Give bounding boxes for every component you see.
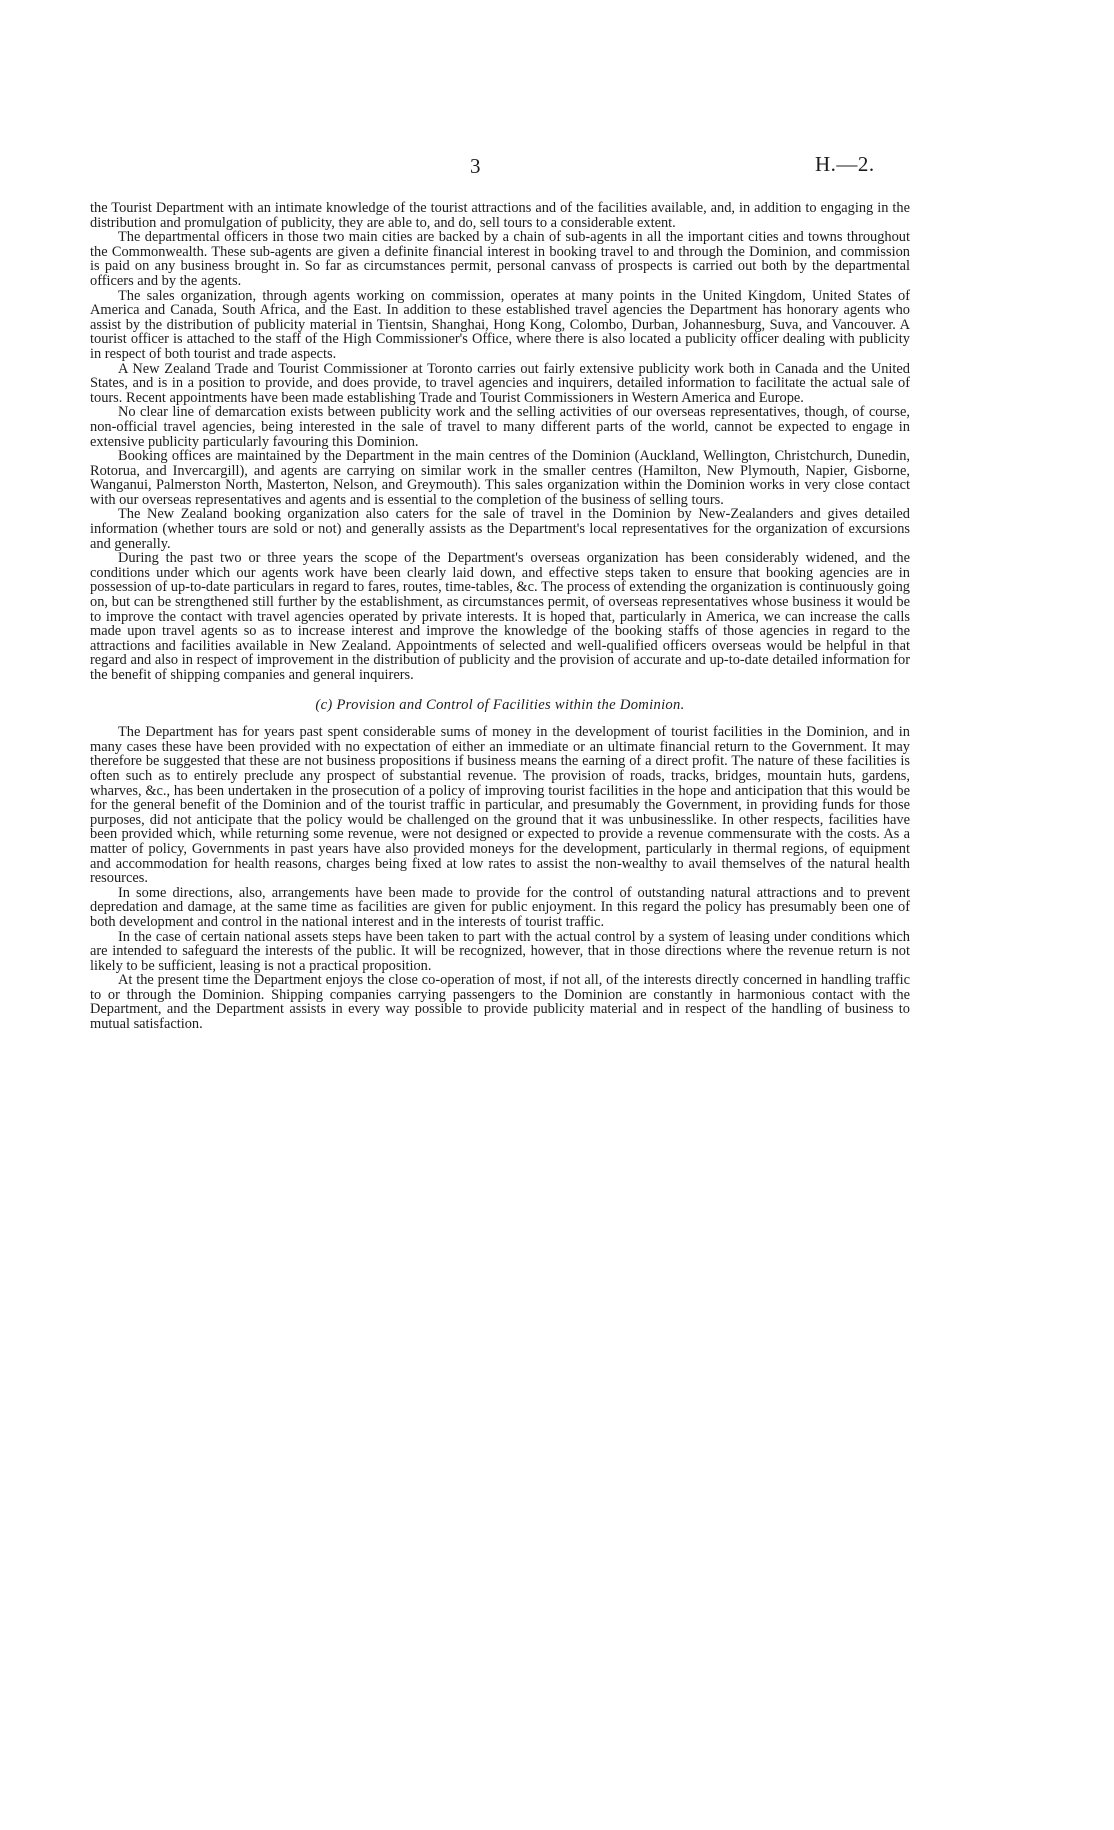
paragraph: The departmental officers in those two main cities are backed by a chain of sub-agents in all the important cities and towns throughout the Commonwealth. These sub-agents are given a definite financial interest in booking travel to and through the Dominion, and commission is paid on any business brought in. So far as circumstances permit, personal canvass of prospects is carried out both by the departmental officers and by the agents. — [90, 229, 910, 289]
paragraph: No clear line of demarcation exists between publicity work and the selling activities of our overseas representatives, though, of course, non-official travel agencies, being interested in the sale of travel to many different parts of the world, cannot be expected to engage in extensive publicity particularly favouring this Dominion. — [90, 404, 910, 450]
paragraph: In some directions, also, arrangements have been made to provide for the control of outstanding natural attractions and to prevent depredation and damage, at the same time as facilities are given for public enjoyment. In this regard the policy has presumably been one of both development and control in the national interest and in the interests of tourist traffic. — [90, 884, 910, 930]
paragraph: The Department has for years past spent considerable sums of money in the development of tourist facilities in the Dominion, and in many cases these have been provided with no expectation of either an immediate or an ultimate financial return to the Government. It may therefore be suggested that these are not business propositions if business means the earning of a direct profit. The nature of these facilities is often such as to entirely preclude any prospect of substantial revenue. The provision of roads, tracks, bridges, mountain huts, gardens, wharves, &c., has been undertaken in the prosecution of a policy of improving tourist facilities in the hope and anticipation that this would be for the general benefit of the Dominion and of the tourist traffic in particular, and presumably the Government, in providing funds for those purposes, did not anticipate that the policy would be challenged on the ground that it was unbusinesslike. In other respects, facilities have been provided which, while returning some revenue, were not designed or expected to provide a revenue commensurate with the costs. As a matter of policy, Governments in past years have also provided moneys for the development, particularly in thermal regions, of equipment and accommodation for health reasons, charges being fixed at low rates to assist the non-wealthy to avail themselves of the natural health resources. — [90, 724, 910, 887]
paragraph: During the past two or three years the scope of the Department's overseas organization has been considerably widened, and the conditions under which our agents work have been clearly laid down, and effective steps taken to ensure that booking agencies are in possession of up-to-date particulars in regard to fares, routes, time-tables, &c. The process of extending the organization is continuously going on, but can be strengthened still further by the establishment, as circumstances permit, of overseas representatives whose business it would be to improve the contact with travel agencies operated by private interests. It is hoped that, particularly in America, we can increase the calls made upon travel agents so as to increase interest and improve the knowledge of the booking staffs of those agencies in regard to the attractions and facilities available in New Zealand. Appointments of selected and well-qualified officers overseas would be helpful in that regard and also in respect of improvement in the distribution of publicity and the provision of accurate and up-to-date detailed information for the benefit of shipping companies and general inquirers. — [90, 550, 910, 683]
paragraph: Booking offices are maintained by the Department in the main centres of the Dominion (Auckland, Wellington, Christchurch, Dunedin, Rotorua, and Invercargill), and agents are carrying on similar work in the smaller centres (Hamilton, New Plymouth, Napier, Gisborne, Wanganui, Palmerston North, Masterton, Nelson, and Greymouth). This sales organization within the Dominion works in very close contact with our overseas representatives and agents and is essential to the completion of the business of selling tours. — [90, 448, 910, 508]
paragraph: The sales organization, through agents working on commission, operates at many points in the United Kingdom, United States of America and Canada, South Africa, and the East. In addition to these established travel agencies the Department has honorary agents who assist by the distribution of publicity material in Tientsin, Shanghai, Hong Kong, Colombo, Durban, Johannesburg, Suva, and Vancouver. A tourist officer is attached to the staff of the High Commissioner's Office, where there is also located a publicity officer dealing with publicity in respect of both tourist and trade aspects. — [90, 287, 910, 362]
paragraph: the Tourist Department with an intimate knowledge of the tourist attractions and of the facilities available, and, in addition to engaging in the distribution and promulgation of publicity, they are able to, and do, sell tours to a considerable extent. — [90, 200, 910, 231]
section-heading: (c) Provision and Control of Facilities within the Dominion. — [315, 696, 685, 713]
body-text — [90, 201, 910, 1032]
paragraph: A New Zealand Trade and Tourist Commissioner at Toronto carries out fairly extensive publicity work both in Canada and the United States, and is in a position to provide, and does provide, to travel agencies and inquirers, detailed information to facilitate the actual sale of tours. Recent appointments have been made establishing Trade and Tourist Commissioners in Western America and Europe. — [90, 360, 910, 406]
paragraph: The New Zealand booking organization also caters for the sale of travel in the Dominion by New-Zealanders and gives detailed information (whether tours are sold or not) and generally assists as the Department's local representatives for the organization of excursions and generally. — [90, 506, 910, 552]
paragraph: In the case of certain national assets steps have been taken to part with the actual control by a system of leasing under conditions which are intended to safeguard the interests of the public. It will be recognized, however, that in those directions where the revenue return is not likely to be sufficient, leasing is not a practical proposition. — [90, 928, 910, 974]
paragraph: At the present time the Department enjoys the close co-operation of most, if not all, of the interests directly concerned in handling traffic to or through the Dominion. Shipping companies carrying passengers to the Dominion are constantly in harmonious contact with the Department, and the Department assists in every way possible to provide publicity material and in respect of the handling of business to mutual satisfaction. — [90, 972, 910, 1033]
document-reference: H.—2. — [815, 152, 875, 176]
page-number: 3 — [470, 154, 481, 178]
